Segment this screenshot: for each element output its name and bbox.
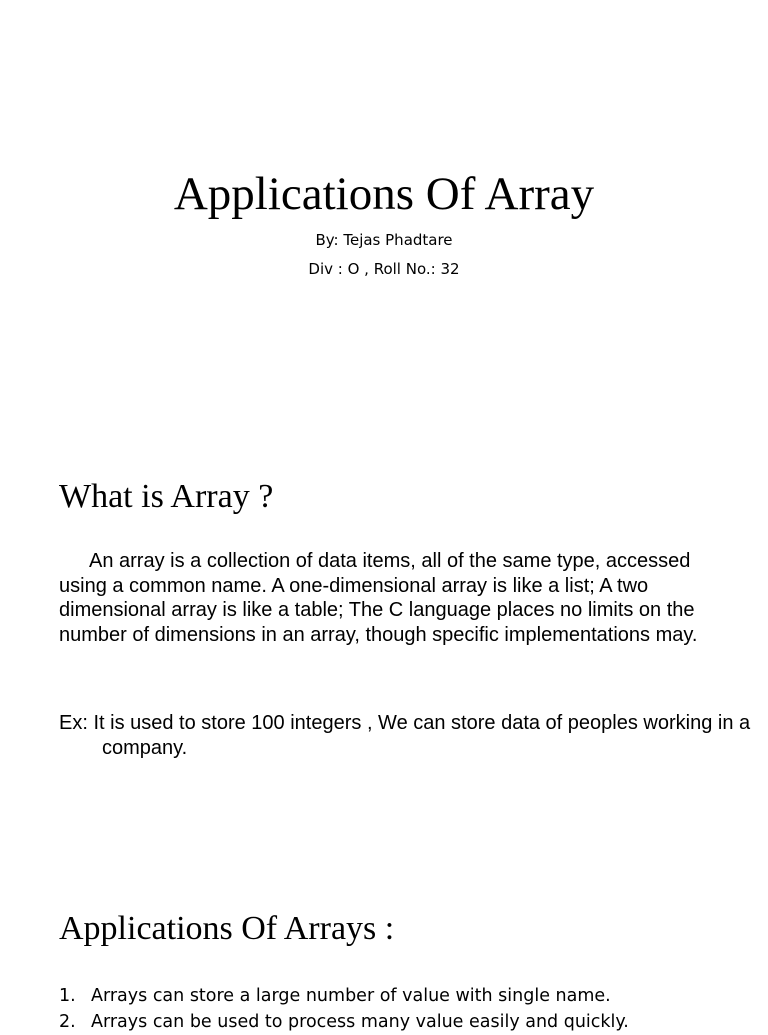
presentation-title: Applications Of Array [173, 168, 595, 220]
list-item-text: Arrays can be used to process many value easily and quickly. [91, 1012, 629, 1032]
list-item [59, 983, 739, 1009]
author-line: By: Tejas Phadtare [315, 231, 453, 249]
title-slide [0, 0, 768, 440]
list-item-number: 1. [59, 986, 76, 1006]
list-item [59, 1009, 739, 1035]
list-item-number: 2. [59, 1012, 76, 1032]
array-definition-paragraph: An array is a collection of data items, all of the same type, accessed using a common name. A one-dimensional array is like a list; A two dimensional array is like a table; The C language places no limits on the number of dimensions in an array, though specific implementations may. [59, 550, 698, 646]
list-item-text: Arrays can store a large number of value with single name. [91, 986, 611, 1006]
what-is-array-heading: What is Array ? [59, 478, 274, 515]
division-roll-line: Div : O , Roll No.: 32 [308, 260, 460, 278]
array-example-paragraph: Ex: It is used to store 100 integers , We can store data of peoples working in a company. [59, 712, 751, 759]
applications-list [59, 983, 739, 1035]
applications-heading: Applications Of Arrays : [59, 910, 395, 947]
